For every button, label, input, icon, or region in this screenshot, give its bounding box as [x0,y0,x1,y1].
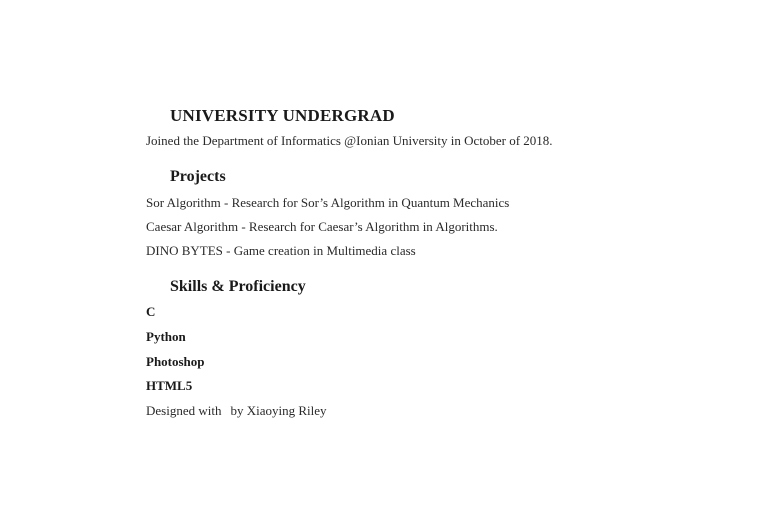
skill-item-html5: HTML5 [146,378,193,393]
author-link[interactable]: by Xiaoying Riley [230,403,327,418]
project-link-sor[interactable]: Sor Algorithm [146,195,221,210]
project-link-dino-bytes[interactable]: DINO BYTES [146,243,223,258]
education-title: UNIVERSITY UNDERGRAD [170,106,395,125]
project-description: Research for Caesar’s Algorithm in Algorithms. [248,219,498,234]
footer-credit [146,403,327,419]
skill-item-python: Python [146,329,186,344]
project-separator: - [238,219,249,234]
project-separator: - [220,195,232,210]
project-separator: - [222,243,234,258]
skill-item-photoshop: Photoshop [146,354,205,369]
project-item-sor [146,195,509,211]
project-description: Research for Sor’s Algorithm in Quantum Mechanics [231,195,510,210]
project-item-caesar [146,219,498,235]
project-link-caesar[interactable]: Caesar Algorithm [146,219,239,234]
project-item-dino-bytes [146,243,416,259]
project-description: Game creation in Multimedia class [233,243,416,258]
skills-heading: Skills & Proficiency [170,278,306,295]
footer-prefix: Designed with [146,403,222,418]
skill-item-c: C [146,304,156,319]
projects-heading: Projects [170,168,226,185]
education-description: Joined the Department of Informatics @Ionian University in October of 2018. [146,133,553,148]
